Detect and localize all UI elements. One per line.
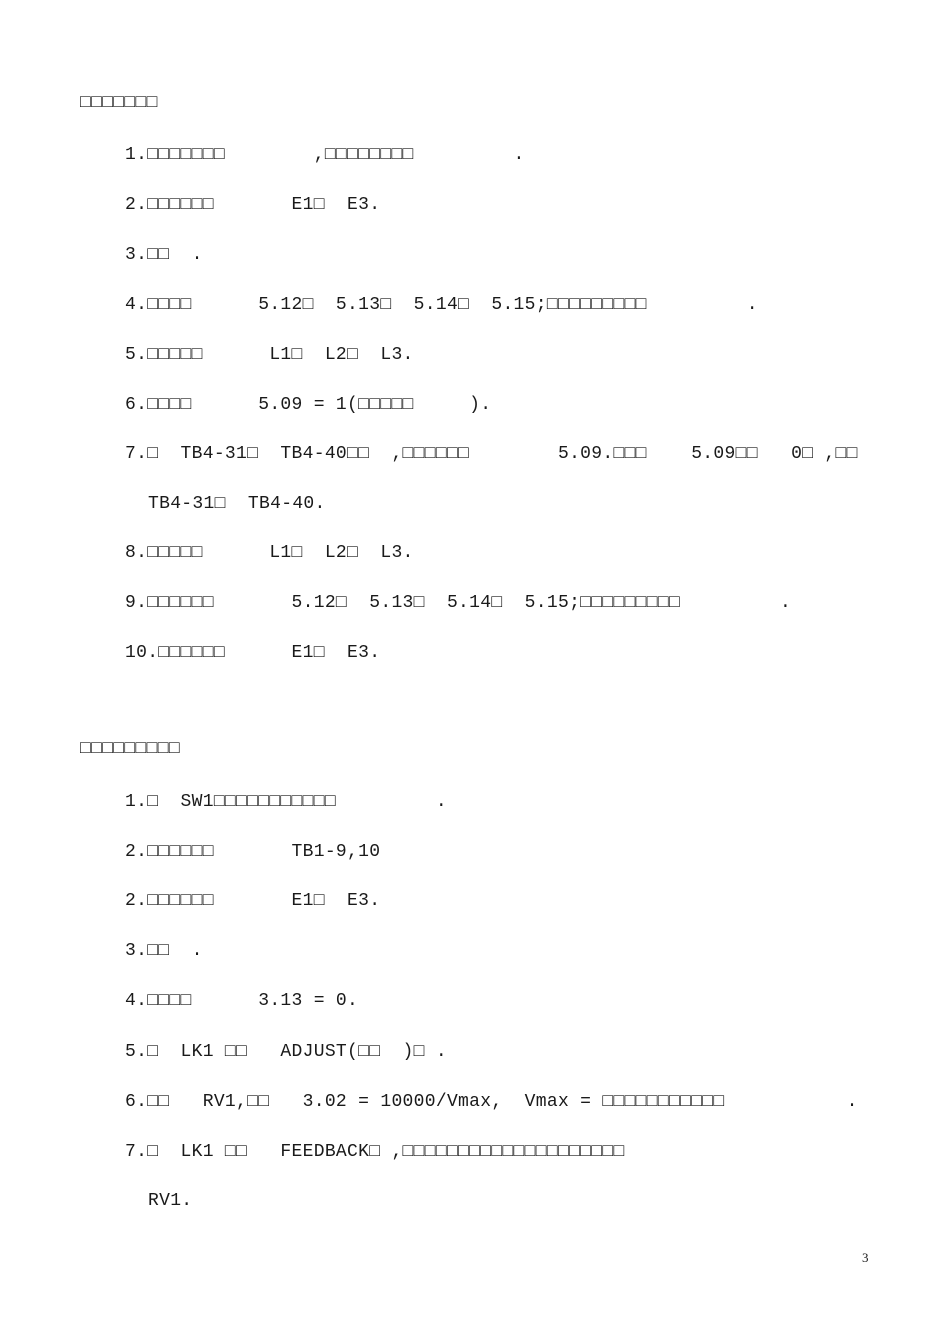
section-1-step-9: 9.□□□□□□ 5.12□ 5.13□ 5.14□ 5.15;□□□□□□□□□ .: [125, 593, 792, 613]
section-2-step-3: 3.□□ .: [125, 941, 203, 961]
section-2-step-2b: 2.□□□□□□ E1□ E3.: [125, 891, 381, 911]
section-1-step-3: 3.□□ .: [125, 245, 203, 265]
section-1-step-7-continued: TB4-31□ TB4-40.: [148, 494, 326, 514]
section-1-step-1: 1.□□□□□□□ ,□□□□□□□□ .: [125, 145, 525, 165]
section-1-step-4: 4.□□□□ 5.12□ 5.13□ 5.14□ 5.15;□□□□□□□□□ .: [125, 295, 758, 315]
section-1-step-2: 2.□□□□□□ E1□ E3.: [125, 195, 381, 215]
section-2-step-5: 5.□ LK1 □□ ADJUST(□□ )□ .: [125, 1042, 447, 1062]
section-1-step-10: 10.□□□□□□ E1□ E3.: [125, 643, 381, 663]
section-2-step-4: 4.□□□□ 3.13 = 0.: [125, 991, 359, 1011]
section-1-heading: □□□□□□□: [80, 93, 158, 113]
section-1-step-6: 6.□□□□ 5.09 = 1(□□□□□ ).: [125, 395, 492, 415]
page-number: 3: [862, 1250, 869, 1265]
section-2-heading: □□□□□□□□□: [80, 739, 180, 759]
section-2-step-6: 6.□□ RV1,□□ 3.02 = 10000/Vmax, Vmax = □□□□□□□□□□□ .: [125, 1092, 858, 1112]
section-2-step-7: 7.□ LK1 □□ FEEDBACK□ ,□□□□□□□□□□□□□□□□□□□□: [125, 1142, 625, 1162]
section-1-step-7: 7.□ TB4-31□ TB4-40□□ ,□□□□□□ 5.09.□□□ 5.09□□ 0□ ,□□: [125, 444, 858, 464]
section-2-step-2: 2.□□□□□□ TB1-9,10: [125, 842, 381, 862]
section-2-step-7-continued: RV1.: [148, 1191, 193, 1211]
section-1-step-8: 8.□□□□□ L1□ L2□ L3.: [125, 543, 414, 563]
section-1-step-5: 5.□□□□□ L1□ L2□ L3.: [125, 345, 414, 365]
section-2-step-1: 1.□ SW1□□□□□□□□□□□ .: [125, 792, 447, 812]
